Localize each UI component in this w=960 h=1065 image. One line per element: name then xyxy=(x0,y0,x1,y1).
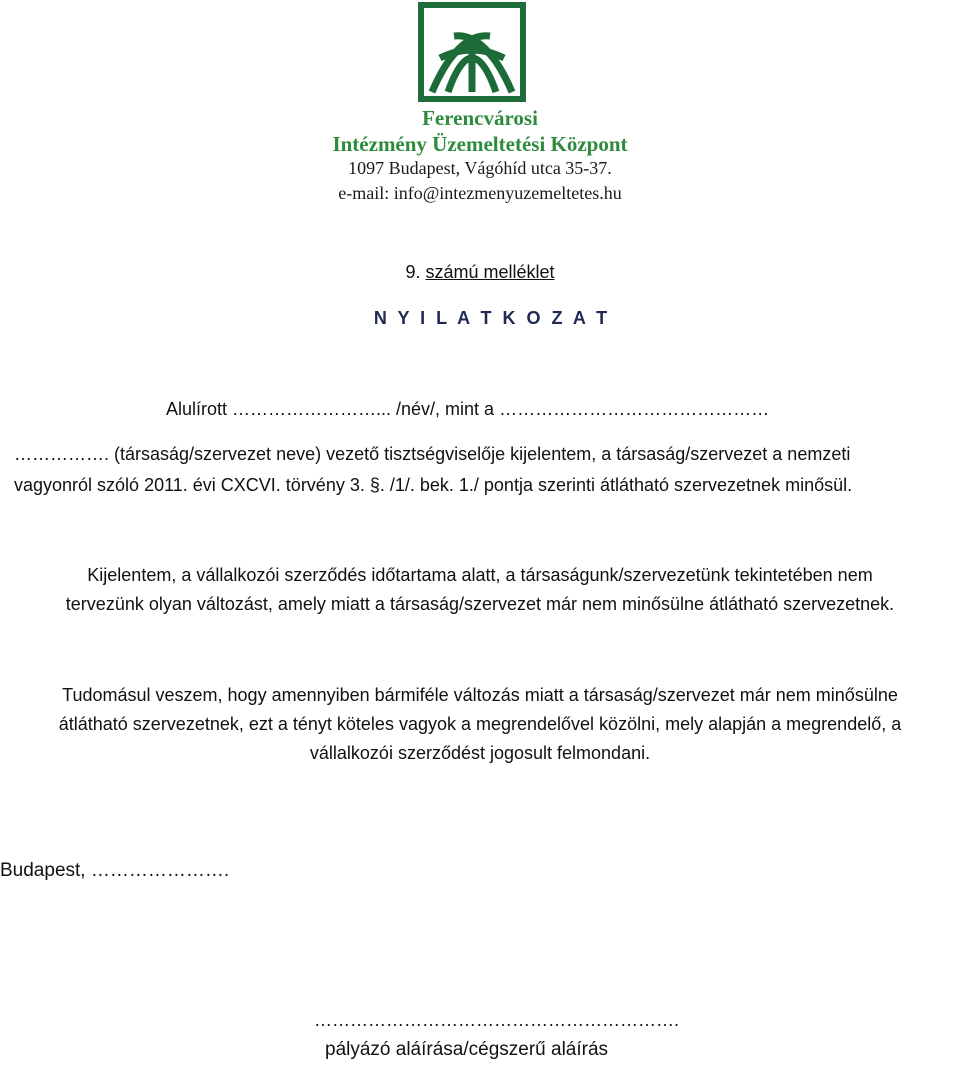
annex-heading xyxy=(0,262,960,283)
signature-label: pályázó aláírása/cégszerű aláírás xyxy=(325,1039,609,1060)
organization-subtitle: Intézmény Üzemeltetési Központ xyxy=(332,132,628,156)
paragraph-1-line-2: ……………. (társaság/szervezet neve) vezető tisztségviselője kijelentem, a társaság/szervezet a nemzeti xyxy=(14,444,851,464)
paragraph-3-line-2: átlátható szervezetnek, ezt a tényt köteles vagyok a megrendelővel közölni, mely alapján a megrendelő, a xyxy=(58,714,902,734)
place-and-date: Budapest, …………………. xyxy=(0,860,230,881)
paragraph-3-line-3: vállalkozói szerződést jogosult felmondani. xyxy=(309,743,651,763)
paragraph-2-line-2: tervezünk olyan változást, amely miatt a társaság/szervezet már nem minősülne átlátható szervezetnek. xyxy=(65,594,895,614)
paragraph-2-line-1: Kijelentem, a vállalkozói szerződés időtartama alatt, a társaságunk/szervezetünk tekintetében nem xyxy=(87,565,873,585)
signature-line: ……………………………………………………. xyxy=(314,1010,680,1030)
organization-address: 1097 Budapest, Vágóhíd utca 35-37. xyxy=(348,158,612,178)
paragraph-1-line-3: vagyonról szóló 2011. évi CXCVI. törvény 3. §. /1/. bek. 1./ pontja szerinti átlátható szervezetnek minősül. xyxy=(14,475,853,495)
arch-grid-logo-icon xyxy=(418,2,526,102)
organization-name: Ferencvárosi xyxy=(422,106,538,130)
paragraph-3-line-1: Tudomásul veszem, hogy amennyiben bármiféle változás miatt a társaság/szervezet már nem minősülne xyxy=(62,685,898,705)
paragraph-2 xyxy=(0,561,960,619)
annex-number: 9. xyxy=(405,262,426,282)
document-title: N Y I L A T K O Z A T xyxy=(373,308,611,328)
organization-logo xyxy=(418,2,526,102)
declarant-line: Alulírott ……………………... /név/, mint a ……………………………………… xyxy=(166,399,770,419)
paragraph-3 xyxy=(0,681,960,768)
organization-email: e-mail: info@intezmenyuzemeltetes.hu xyxy=(338,183,622,203)
annex-label: számú melléklet xyxy=(425,262,555,282)
